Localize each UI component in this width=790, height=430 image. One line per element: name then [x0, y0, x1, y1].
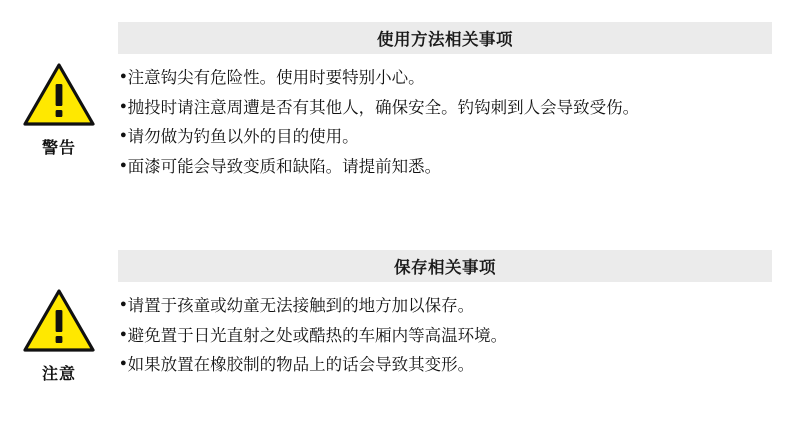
list-item-text: 请置于孩童或幼童无法接触到的地方加以保存。 [127, 297, 475, 315]
bullet-dot-icon: ● [120, 70, 127, 82]
list-item [120, 96, 772, 122]
warning-content [118, 22, 790, 184]
warning-band-title: 使用方法相关事项 [377, 31, 513, 49]
list-item [120, 155, 772, 181]
list-item-text: 请勿做为钓鱼以外的目的使用。 [127, 128, 359, 147]
warning-sign [0, 22, 118, 158]
list-item [120, 324, 772, 350]
bullet-dot-icon: ● [120, 298, 127, 310]
list-item-text: 避免置于日光直射之处或酷热的车厢内等高温环境。 [127, 326, 508, 345]
warning-band [118, 22, 772, 54]
list-item [120, 125, 772, 151]
list-item [120, 353, 772, 379]
bullet-dot-icon: ● [120, 357, 127, 370]
bullet-dot-icon: ● [120, 158, 127, 171]
list-item-text: 面漆可能会导致变质和缺陷。请提前知悉。 [127, 157, 442, 176]
warning-triangle-exclamation-icon [22, 62, 96, 128]
caution-content [118, 250, 790, 383]
warning-triangle-exclamation-icon [22, 288, 96, 354]
warning-section [0, 22, 790, 184]
caution-sign-label: 注意 [41, 366, 76, 383]
bullet-dot-icon: ● [120, 99, 127, 112]
caution-band-title: 保存相关事项 [394, 259, 496, 277]
caution-section [0, 250, 790, 384]
list-item-text: 抛投时请注意周遭是否有其他人，确保安全。钓钩刺到人会导致受伤。 [127, 98, 640, 117]
caution-sign [0, 250, 118, 384]
list-item-text: 注意钩尖有危险性。使用时要特别小心。 [127, 69, 425, 87]
caution-bullet-list [118, 294, 772, 379]
warning-sign-label: 警告 [41, 140, 76, 157]
list-item [120, 66, 772, 92]
bullet-dot-icon: ● [120, 327, 127, 340]
list-item-text: 如果放置在橡胶制的物品上的话会导致其变形。 [127, 356, 475, 375]
caution-band [118, 250, 772, 282]
bullet-dot-icon: ● [120, 129, 127, 142]
warning-bullet-list [118, 66, 772, 180]
list-item [120, 294, 772, 320]
